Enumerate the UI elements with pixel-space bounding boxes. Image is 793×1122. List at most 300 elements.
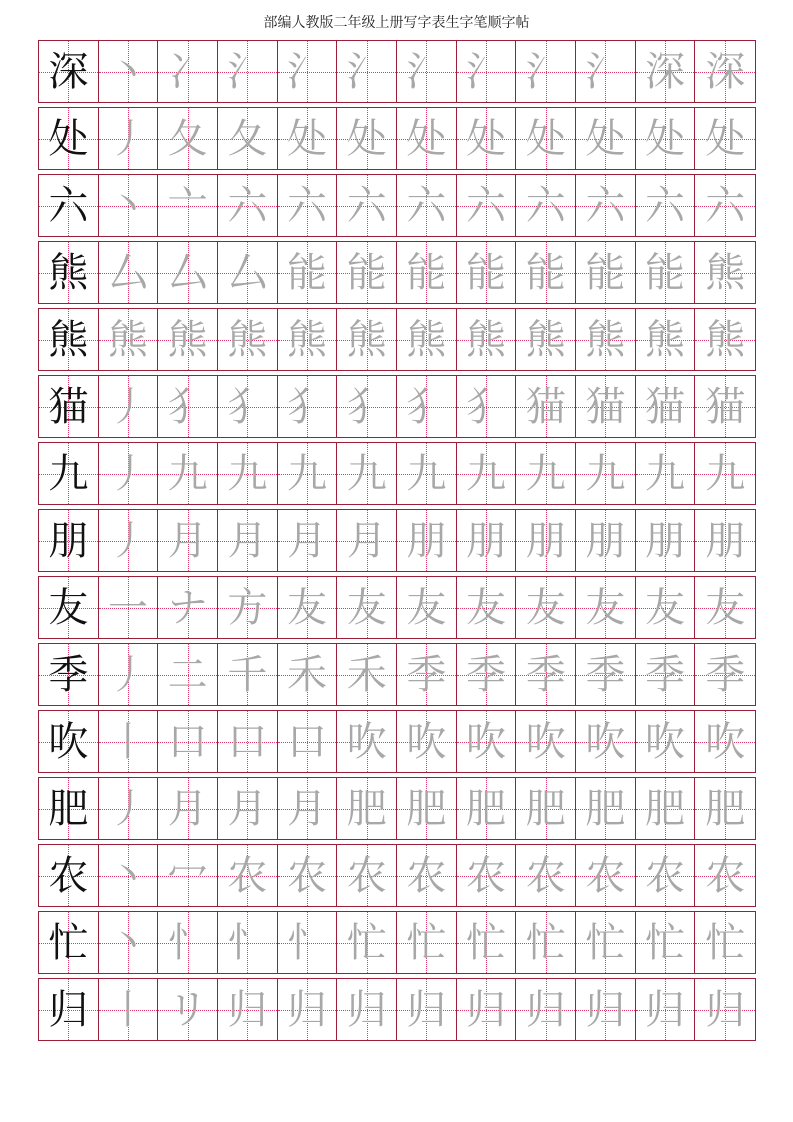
- stroke-step-cell-char: 农: [645, 852, 686, 899]
- stroke-step-cell: [337, 644, 397, 705]
- stroke-step-cell: [99, 845, 159, 906]
- stroke-step-cell: [636, 108, 696, 169]
- stroke-step-cell: [576, 711, 636, 772]
- stroke-step-cell-char: 犭: [227, 383, 268, 430]
- model-character-cell: [39, 41, 99, 102]
- stroke-step-cell-char: 友: [525, 584, 566, 631]
- stroke-step-cell-char: 冖: [167, 852, 208, 899]
- stroke-step-cell: [397, 41, 457, 102]
- stroke-step-cell-char: 忙: [466, 919, 507, 966]
- stroke-step-cell-char: 氵: [466, 48, 507, 95]
- stroke-step-cell-char: 归: [227, 986, 268, 1033]
- model-character-cell: [39, 778, 99, 839]
- model-character-cell-char: 九: [48, 450, 89, 497]
- stroke-step-cell: [576, 912, 636, 973]
- stroke-step-cell: [457, 510, 517, 571]
- stroke-step-cell-char: 六: [287, 182, 328, 229]
- stroke-step-cell: [397, 778, 457, 839]
- model-character-cell-char: 六: [48, 182, 89, 229]
- stroke-step-cell: [218, 845, 278, 906]
- stroke-step-cell-char: 丿: [108, 651, 148, 698]
- stroke-step-cell: [397, 845, 457, 906]
- practice-row: [38, 978, 756, 1041]
- stroke-step-cell: [278, 108, 338, 169]
- stroke-step-cell-char: 氵: [525, 48, 566, 95]
- model-character-cell-char: 忙: [48, 919, 89, 966]
- stroke-step-cell-char: 九: [167, 450, 208, 497]
- stroke-step-cell: [158, 711, 218, 772]
- stroke-step-cell-char: 丨: [108, 986, 148, 1033]
- stroke-step-cell: [337, 108, 397, 169]
- stroke-step-cell-char: 处: [525, 115, 566, 162]
- model-character-cell-char: 友: [48, 584, 89, 631]
- stroke-step-cell: [99, 778, 159, 839]
- stroke-step-cell-char: 能: [346, 249, 387, 296]
- stroke-step-cell-char: 肥: [585, 785, 626, 832]
- model-character-cell-char: 肥: [48, 785, 89, 832]
- stroke-step-cell-char: 厶: [108, 249, 148, 296]
- stroke-step-cell-char: 千: [227, 651, 268, 698]
- stroke-step-cell-char: 丶: [108, 919, 148, 966]
- stroke-step-cell-char: 归: [466, 986, 507, 1033]
- stroke-step-cell: [457, 41, 517, 102]
- stroke-step-cell-char: 肥: [645, 785, 686, 832]
- stroke-step-cell: [695, 845, 755, 906]
- model-character-cell: [39, 242, 99, 303]
- stroke-step-cell-char: 友: [406, 584, 447, 631]
- stroke-step-cell: [218, 175, 278, 236]
- stroke-step-cell: [457, 443, 517, 504]
- stroke-step-cell-char: 吹: [645, 718, 686, 765]
- stroke-step-cell: [337, 376, 397, 437]
- stroke-step-cell-char: 月: [346, 517, 387, 564]
- stroke-step-cell: [218, 108, 278, 169]
- stroke-step-cell-char: 熊: [406, 316, 447, 363]
- stroke-step-cell: [218, 242, 278, 303]
- stroke-step-cell: [278, 41, 338, 102]
- stroke-step-cell-char: 氵: [585, 48, 626, 95]
- stroke-step-cell: [516, 108, 576, 169]
- stroke-step-cell-char: 吹: [705, 718, 746, 765]
- stroke-step-cell: [337, 175, 397, 236]
- stroke-step-cell: [218, 577, 278, 638]
- stroke-step-cell-char: 氵: [227, 48, 268, 95]
- model-character-cell: [39, 309, 99, 370]
- model-character-cell-char: 猫: [48, 383, 89, 430]
- stroke-step-cell: [278, 510, 338, 571]
- model-character-cell-char: 归: [48, 986, 89, 1033]
- stroke-step-cell-char: ナ: [167, 584, 208, 631]
- stroke-step-cell-char: 一: [108, 584, 148, 631]
- stroke-step-cell-char: 九: [466, 450, 507, 497]
- stroke-step-cell: [99, 711, 159, 772]
- stroke-step-cell: [636, 912, 696, 973]
- stroke-step-cell-char: 厶: [167, 249, 208, 296]
- stroke-step-cell: [457, 644, 517, 705]
- stroke-step-cell-char: 朋: [525, 517, 566, 564]
- stroke-step-cell-char: 友: [705, 584, 746, 631]
- model-character-cell-char: 朋: [48, 517, 89, 564]
- stroke-step-cell: [695, 108, 755, 169]
- practice-row: [38, 308, 756, 371]
- stroke-step-cell: [516, 376, 576, 437]
- stroke-step-cell-char: 犭: [466, 383, 507, 430]
- stroke-step-cell: [278, 778, 338, 839]
- stroke-step-cell-char: 口: [287, 718, 328, 765]
- stroke-step-cell-char: 朋: [645, 517, 686, 564]
- stroke-step-cell-char: 归: [705, 986, 746, 1033]
- practice-row: [38, 40, 756, 103]
- practice-row: [38, 241, 756, 304]
- stroke-step-cell-char: 吹: [346, 718, 387, 765]
- stroke-step-cell-char: 忄: [167, 919, 208, 966]
- model-character-cell: [39, 912, 99, 973]
- model-character-cell-char: 深: [48, 48, 89, 95]
- practice-row: [38, 911, 756, 974]
- stroke-step-cell: [457, 376, 517, 437]
- stroke-step-cell-char: 熊: [346, 316, 387, 363]
- stroke-step-cell: [218, 912, 278, 973]
- stroke-step-cell-char: 归: [346, 986, 387, 1033]
- stroke-step-cell: [397, 979, 457, 1040]
- stroke-step-cell: [576, 242, 636, 303]
- model-character-cell-char: 季: [48, 651, 89, 698]
- stroke-step-cell-char: 能: [525, 249, 566, 296]
- stroke-step-cell-char: 厶: [227, 249, 268, 296]
- stroke-step-cell-char: 归: [585, 986, 626, 1033]
- stroke-step-cell-char: 九: [406, 450, 447, 497]
- stroke-step-cell-char: 处: [585, 115, 626, 162]
- stroke-step-cell-char: 禾: [287, 651, 328, 698]
- stroke-step-cell: [636, 979, 696, 1040]
- stroke-step-cell: [636, 778, 696, 839]
- stroke-step-cell: [397, 912, 457, 973]
- stroke-step-cell-char: 忄: [227, 919, 268, 966]
- stroke-step-cell-char: 九: [705, 450, 746, 497]
- stroke-step-cell: [218, 309, 278, 370]
- stroke-step-cell: [695, 309, 755, 370]
- stroke-step-cell: [158, 979, 218, 1040]
- stroke-step-cell-char: 归: [406, 986, 447, 1033]
- stroke-step-cell-char: 农: [287, 852, 328, 899]
- stroke-step-cell: [278, 443, 338, 504]
- stroke-step-cell: [636, 376, 696, 437]
- stroke-step-cell-char: 归: [287, 986, 328, 1033]
- stroke-step-cell: [576, 778, 636, 839]
- stroke-step-cell: [278, 376, 338, 437]
- stroke-step-cell: [516, 644, 576, 705]
- stroke-step-cell-char: 友: [287, 584, 328, 631]
- stroke-step-cell-char: 深: [705, 48, 746, 95]
- stroke-step-cell-char: 亠: [167, 182, 208, 229]
- stroke-step-cell: [337, 443, 397, 504]
- stroke-step-cell: [278, 644, 338, 705]
- stroke-step-cell-char: 季: [406, 651, 447, 698]
- stroke-step-cell: [158, 845, 218, 906]
- stroke-step-cell-char: 口: [167, 718, 208, 765]
- page-title: 部编人教版二年级上册写字表生字笔顺字帖: [263, 15, 530, 31]
- stroke-step-cell-char: 能: [585, 249, 626, 296]
- stroke-step-cell: [337, 309, 397, 370]
- practice-row: [38, 777, 756, 840]
- stroke-step-cell: [218, 711, 278, 772]
- stroke-step-cell: [337, 577, 397, 638]
- model-character-cell-char: 处: [48, 115, 89, 162]
- stroke-step-cell: [99, 577, 159, 638]
- stroke-step-cell: [99, 376, 159, 437]
- stroke-step-cell-char: 农: [406, 852, 447, 899]
- stroke-step-cell: [337, 711, 397, 772]
- stroke-step-cell: [457, 577, 517, 638]
- stroke-step-cell-char: 六: [705, 182, 746, 229]
- stroke-step-cell: [636, 175, 696, 236]
- stroke-step-cell: [695, 242, 755, 303]
- stroke-step-cell-char: 猫: [645, 383, 686, 430]
- stroke-step-cell: [158, 242, 218, 303]
- stroke-step-cell-char: 季: [466, 651, 507, 698]
- stroke-step-cell: [99, 644, 159, 705]
- stroke-step-cell: [218, 376, 278, 437]
- stroke-step-cell-char: 六: [466, 182, 507, 229]
- stroke-step-cell: [278, 242, 338, 303]
- stroke-step-cell-char: 丿: [108, 517, 148, 564]
- stroke-step-cell: [158, 577, 218, 638]
- stroke-step-cell: [457, 979, 517, 1040]
- stroke-step-cell-char: 忙: [705, 919, 746, 966]
- stroke-step-cell: [158, 912, 218, 973]
- stroke-step-cell: [636, 242, 696, 303]
- stroke-step-cell-char: 季: [525, 651, 566, 698]
- stroke-step-cell-char: 夂: [227, 115, 268, 162]
- stroke-step-cell: [397, 711, 457, 772]
- stroke-step-cell: [516, 845, 576, 906]
- stroke-step-cell: [337, 979, 397, 1040]
- stroke-step-cell-char: 六: [346, 182, 387, 229]
- stroke-step-cell-char: 熊: [525, 316, 566, 363]
- stroke-step-cell: [278, 979, 338, 1040]
- stroke-step-cell: [516, 711, 576, 772]
- stroke-step-cell: [99, 108, 159, 169]
- model-character-cell: [39, 510, 99, 571]
- stroke-step-cell: [457, 309, 517, 370]
- stroke-step-cell: [397, 108, 457, 169]
- model-character-cell: [39, 376, 99, 437]
- stroke-step-cell: [278, 175, 338, 236]
- stroke-step-cell: [99, 242, 159, 303]
- stroke-step-cell: [337, 242, 397, 303]
- stroke-step-cell: [516, 912, 576, 973]
- stroke-step-cell: [337, 845, 397, 906]
- stroke-step-cell-char: 月: [287, 785, 328, 832]
- stroke-step-cell-char: 禾: [346, 651, 387, 698]
- stroke-step-cell-char: 犭: [167, 383, 208, 430]
- stroke-step-cell: [397, 510, 457, 571]
- stroke-step-cell-char: 犭: [287, 383, 328, 430]
- stroke-step-cell-char: 忄: [287, 919, 328, 966]
- stroke-step-cell-char: 犭: [346, 383, 387, 430]
- practice-row: [38, 643, 756, 706]
- stroke-step-cell-char: 丶: [108, 48, 148, 95]
- stroke-step-cell-char: 丿: [108, 450, 148, 497]
- stroke-step-cell-char: 熊: [705, 249, 746, 296]
- stroke-step-cell: [576, 376, 636, 437]
- stroke-step-cell-char: 朋: [466, 517, 507, 564]
- stroke-step-cell-char: 忙: [525, 919, 566, 966]
- stroke-step-cell-char: 熊: [227, 316, 268, 363]
- stroke-step-cell: [218, 510, 278, 571]
- stroke-step-cell-char: 农: [466, 852, 507, 899]
- stroke-step-cell: [576, 510, 636, 571]
- stroke-step-cell: [457, 778, 517, 839]
- stroke-step-cell-char: 友: [585, 584, 626, 631]
- stroke-step-cell-char: 熊: [705, 316, 746, 363]
- stroke-step-cell: [99, 309, 159, 370]
- stroke-step-cell-char: 二: [167, 651, 208, 698]
- stroke-step-cell-char: 月: [167, 517, 208, 564]
- stroke-step-cell: [397, 644, 457, 705]
- stroke-step-cell-char: 季: [645, 651, 686, 698]
- stroke-step-cell-char: 丿: [108, 383, 148, 430]
- stroke-step-cell: [636, 41, 696, 102]
- stroke-step-cell-char: 肥: [346, 785, 387, 832]
- stroke-step-cell-char: 丶: [108, 182, 148, 229]
- stroke-step-cell: [397, 309, 457, 370]
- stroke-step-cell: [158, 644, 218, 705]
- stroke-step-cell-char: 猫: [705, 383, 746, 430]
- stroke-step-cell: [397, 242, 457, 303]
- stroke-step-cell: [457, 108, 517, 169]
- stroke-step-cell-char: 处: [287, 115, 328, 162]
- stroke-step-cell-char: 冫: [167, 48, 208, 95]
- stroke-step-cell: [695, 443, 755, 504]
- stroke-step-cell-char: 农: [525, 852, 566, 899]
- stroke-step-cell-char: 九: [585, 450, 626, 497]
- stroke-step-cell: [278, 577, 338, 638]
- stroke-step-cell: [218, 443, 278, 504]
- stroke-step-cell: [576, 979, 636, 1040]
- stroke-step-cell: [99, 175, 159, 236]
- stroke-step-cell-char: 朋: [705, 517, 746, 564]
- stroke-step-cell: [516, 309, 576, 370]
- practice-row: [38, 174, 756, 237]
- model-character-cell-char: 农: [48, 852, 89, 899]
- stroke-step-cell-char: 肥: [705, 785, 746, 832]
- stroke-step-cell-char: 忙: [585, 919, 626, 966]
- stroke-step-cell: [218, 979, 278, 1040]
- stroke-step-cell-char: 农: [585, 852, 626, 899]
- stroke-step-cell: [576, 41, 636, 102]
- model-character-cell: [39, 979, 99, 1040]
- stroke-step-cell: [516, 979, 576, 1040]
- stroke-step-cell-char: 吹: [585, 718, 626, 765]
- model-character-cell: [39, 644, 99, 705]
- stroke-step-cell-char: 处: [645, 115, 686, 162]
- stroke-step-cell: [218, 778, 278, 839]
- stroke-step-cell: [636, 845, 696, 906]
- stroke-step-cell: [158, 108, 218, 169]
- stroke-step-cell-char: 月: [227, 785, 268, 832]
- stroke-step-cell-char: 氵: [406, 48, 447, 95]
- stroke-step-cell-char: 猫: [585, 383, 626, 430]
- stroke-step-cell: [516, 242, 576, 303]
- stroke-step-cell: [516, 577, 576, 638]
- stroke-step-cell: [158, 443, 218, 504]
- model-character-cell: [39, 443, 99, 504]
- stroke-step-cell: [636, 644, 696, 705]
- stroke-step-cell: [337, 778, 397, 839]
- stroke-step-cell-char: 吹: [525, 718, 566, 765]
- stroke-step-cell: [218, 41, 278, 102]
- stroke-step-cell-char: 能: [406, 249, 447, 296]
- stroke-step-cell: [99, 510, 159, 571]
- stroke-step-cell: [99, 41, 159, 102]
- stroke-step-cell-char: リ: [167, 986, 208, 1033]
- stroke-step-cell: [576, 845, 636, 906]
- stroke-step-cell: [397, 577, 457, 638]
- stroke-step-cell-char: 熊: [167, 316, 208, 363]
- stroke-step-cell-char: 口: [227, 718, 268, 765]
- stroke-step-cell-char: 六: [227, 182, 268, 229]
- stroke-step-cell-char: 月: [167, 785, 208, 832]
- stroke-step-cell-char: 九: [287, 450, 328, 497]
- stroke-step-cell: [695, 644, 755, 705]
- stroke-step-cell: [457, 242, 517, 303]
- stroke-step-cell: [636, 309, 696, 370]
- stroke-step-cell-char: 六: [525, 182, 566, 229]
- stroke-step-cell-char: 月: [227, 517, 268, 564]
- stroke-step-cell-char: 丶: [108, 852, 148, 899]
- stroke-step-cell: [397, 443, 457, 504]
- stroke-step-cell-char: 丿: [108, 115, 148, 162]
- practice-row: [38, 844, 756, 907]
- stroke-step-cell: [516, 778, 576, 839]
- stroke-step-cell: [457, 175, 517, 236]
- stroke-step-cell-char: 处: [466, 115, 507, 162]
- stroke-step-cell-char: 处: [346, 115, 387, 162]
- model-character-cell: [39, 175, 99, 236]
- stroke-step-cell: [158, 510, 218, 571]
- practice-row: [38, 710, 756, 773]
- stroke-step-cell-char: 九: [525, 450, 566, 497]
- stroke-step-cell: [636, 510, 696, 571]
- stroke-step-cell: [516, 510, 576, 571]
- stroke-step-cell: [695, 577, 755, 638]
- stroke-step-cell-char: 九: [346, 450, 387, 497]
- stroke-step-cell: [576, 175, 636, 236]
- stroke-step-cell-char: 月: [287, 517, 328, 564]
- model-character-cell: [39, 845, 99, 906]
- stroke-step-cell-char: 猫: [525, 383, 566, 430]
- stroke-step-cell-char: 能: [287, 249, 328, 296]
- model-character-cell: [39, 577, 99, 638]
- stroke-step-cell-char: 熊: [108, 316, 148, 363]
- stroke-step-cell-char: 归: [525, 986, 566, 1033]
- stroke-step-cell-char: 九: [227, 450, 268, 497]
- stroke-step-cell: [695, 711, 755, 772]
- stroke-step-cell-char: 归: [645, 986, 686, 1033]
- practice-row: [38, 576, 756, 639]
- stroke-step-cell-char: 处: [406, 115, 447, 162]
- stroke-step-cell: [278, 845, 338, 906]
- stroke-step-cell: [158, 41, 218, 102]
- stroke-step-cell-char: 忙: [645, 919, 686, 966]
- stroke-step-cell: [516, 41, 576, 102]
- stroke-step-cell-char: 六: [406, 182, 447, 229]
- stroke-step-cell: [576, 577, 636, 638]
- stroke-step-cell: [576, 108, 636, 169]
- stroke-step-cell-char: 氵: [346, 48, 387, 95]
- stroke-step-cell-char: 熊: [466, 316, 507, 363]
